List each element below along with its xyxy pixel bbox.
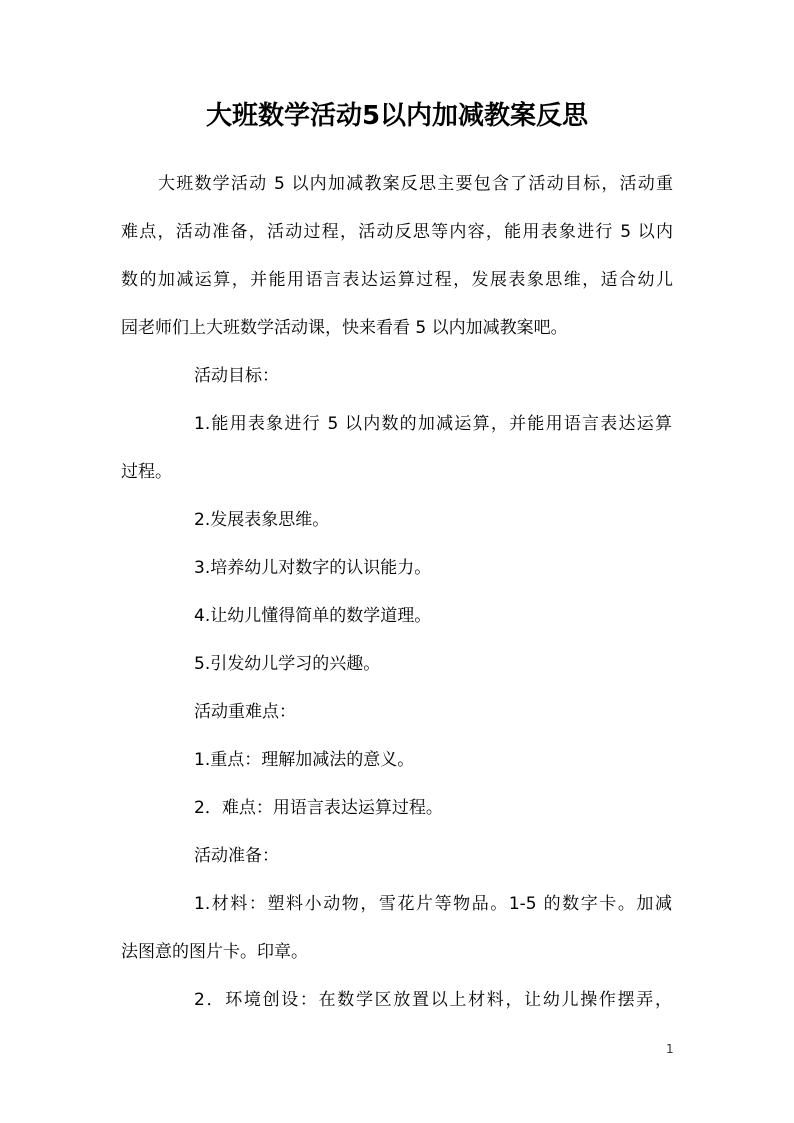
key-point-item-1: 1.重点：理解加减法的意义。 bbox=[194, 750, 415, 770]
preparation-item-1-line-2: 法图意的图片卡。印章。 bbox=[121, 942, 308, 962]
intro-line-2: 难点，活动准备，活动过程，活动反思等内容，能用表象进行 5 以内 bbox=[121, 222, 673, 242]
goal-item-5: 5.引发幼儿学习的兴趣。 bbox=[194, 654, 381, 674]
goal-item-3: 3.培养幼儿对数字的认识能力。 bbox=[194, 558, 432, 578]
document-title: 大班数学活动5以内加减教案反思 bbox=[205, 101, 589, 131]
goal-item-1-line-2: 过程。 bbox=[121, 462, 172, 482]
goal-item-4: 4.让幼儿懂得简单的数学道理。 bbox=[194, 606, 432, 626]
key-point-item-2: 2．难点：用语言表达运算过程。 bbox=[194, 798, 443, 818]
preparation-heading: 活动准备： bbox=[194, 846, 279, 866]
goal-item-2: 2.发展表象思维。 bbox=[194, 510, 330, 530]
intro-line-4: 园老师们上大班数学活动课，快来看看 5 以内加减教案吧。 bbox=[121, 318, 568, 338]
goals-heading: 活动目标： bbox=[194, 366, 279, 386]
key-points-heading: 活动重难点： bbox=[194, 702, 296, 722]
intro-line-1: 大班数学活动 5 以内加减教案反思主要包含了活动目标，活动重 bbox=[158, 174, 673, 194]
preparation-item-1-line-1: 1.材料：塑料小动物，雪花片等物品。1-5 的数字卡。加减 bbox=[194, 894, 672, 914]
intro-line-3: 数的加减运算，并能用语言表达运算过程，发展表象思维，适合幼儿 bbox=[121, 270, 673, 290]
page-number: 1 bbox=[666, 1042, 674, 1056]
preparation-item-2-line-1: 2．环境创设：在数学区放置以上材料，让幼儿操作摆弄， bbox=[194, 990, 672, 1010]
goal-item-1-line-1: 1.能用表象进行 5 以内数的加减运算，并能用语言表达运算 bbox=[194, 414, 672, 434]
